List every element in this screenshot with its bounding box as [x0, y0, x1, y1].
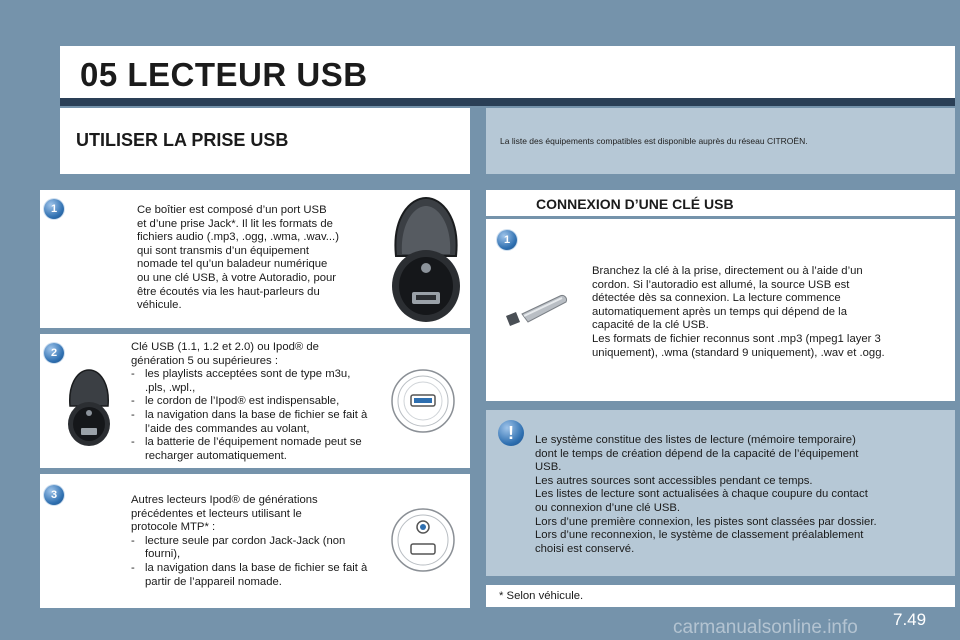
page-title: 05 LECTEUR USB [80, 56, 368, 93]
section-3-text: Autres lecteurs Ipod® de générations précédentes et lecteurs utilisant le protocole MTP* : - lecture seule par cordon Jack-Jack (non fourni), - la navigation dans la base de fichier se fait à partir de l’appareil nomade. [131, 494, 371, 589]
list-item: - les playlists acceptées sont de type m3u, .pls, .wpl., [131, 368, 371, 395]
section-2-text: Clé USB (1.1, 1.2 et 2.0) ou Ipod® de génération 5 ou supérieures : - les playlists acceptées sont de type m3u, .pls, .wpl., - le cordon de l’Ipod® est indispensable, - la navigation dans la base de fichier se fait à l’aide des commandes au volant, - la batterie de l’équipement nomade peut se recharger automatiquement. [131, 341, 371, 463]
section-1-text: Ce boîtier est composé d’un port USB et d’une prise Jack*. Il lit les formats de fichiers audio (.mp3, .ogg, .wma, .wav...) qui sont transmis d’un équipement nomade tel qu’un baladeur numérique ou une clé USB, à votre Autoradio, pour être écoutés via les haut-parleurs du véhicule. [137, 204, 339, 312]
usb-stick-image [504, 292, 570, 332]
usb-port-diagram [390, 368, 456, 434]
section-title: UTILISER LA PRISE USB [76, 130, 289, 150]
step-badge-3: 3 [44, 485, 64, 505]
connexion-step-badge: 1 [497, 230, 517, 250]
usb-box-small-image [66, 368, 112, 448]
step-badge-2: 2 [44, 343, 64, 363]
list-item: - la navigation dans la base de fichier se fait à l’aide des commandes au volant, [131, 409, 371, 436]
compatibility-note: La liste des équipements compatibles est disponible auprès du réseau CITROËN. [500, 136, 808, 146]
warning-text: Le système constitue des listes de lecture (mémoire temporaire) dont le temps de création dépend de la capacité de l’équipement USB. Les autres sources sont accessibles pendant ce temps. Les listes de lecture sont actualisées à chaque coupure du contact ou connexion d’une clé USB. Lors d’une première connexion, les pistes sont classées par dossier. Lors d’une reconnexion, le système de classement préalablement choisi est conservé. [535, 434, 877, 555]
jack-port-diagram [390, 507, 456, 573]
list-item: - le cordon de l’Ipod® est indispensable, [131, 395, 371, 409]
list-item: - la batterie de l’équipement nomade peut se recharger automatiquement. [131, 436, 371, 463]
usb-box-open-image [388, 194, 464, 326]
connexion-title: CONNEXION D’UNE CLÉ USB [536, 196, 734, 212]
connexion-text: Branchez la clé à la prise, directement ou à l’aide d’un cordon. Si l’autoradio est allumé, la source USB est détectée dès sa connexion. La lecture commence automatiquement après un temps qui dépend de la capacité de la clé USB. Les formats de fichier reconnus sont .mp3 (mpeg1 layer 3 uniquement), .wma (standard 9 uniquement), .wav et .ogg. [592, 265, 885, 359]
page-number: 7.49 [893, 610, 927, 629]
warning-icon: ! [498, 420, 524, 446]
footnote: * Selon véhicule. [499, 590, 584, 602]
step-badge-1: 1 [44, 199, 64, 219]
list-item: - lecture seule par cordon Jack-Jack (non fourni), [131, 535, 371, 562]
watermark: carmanualsonline.info [673, 617, 858, 638]
header-stripe [60, 98, 955, 106]
list-item: - la navigation dans la base de fichier se fait à partir de l’appareil nomade. [131, 562, 371, 589]
